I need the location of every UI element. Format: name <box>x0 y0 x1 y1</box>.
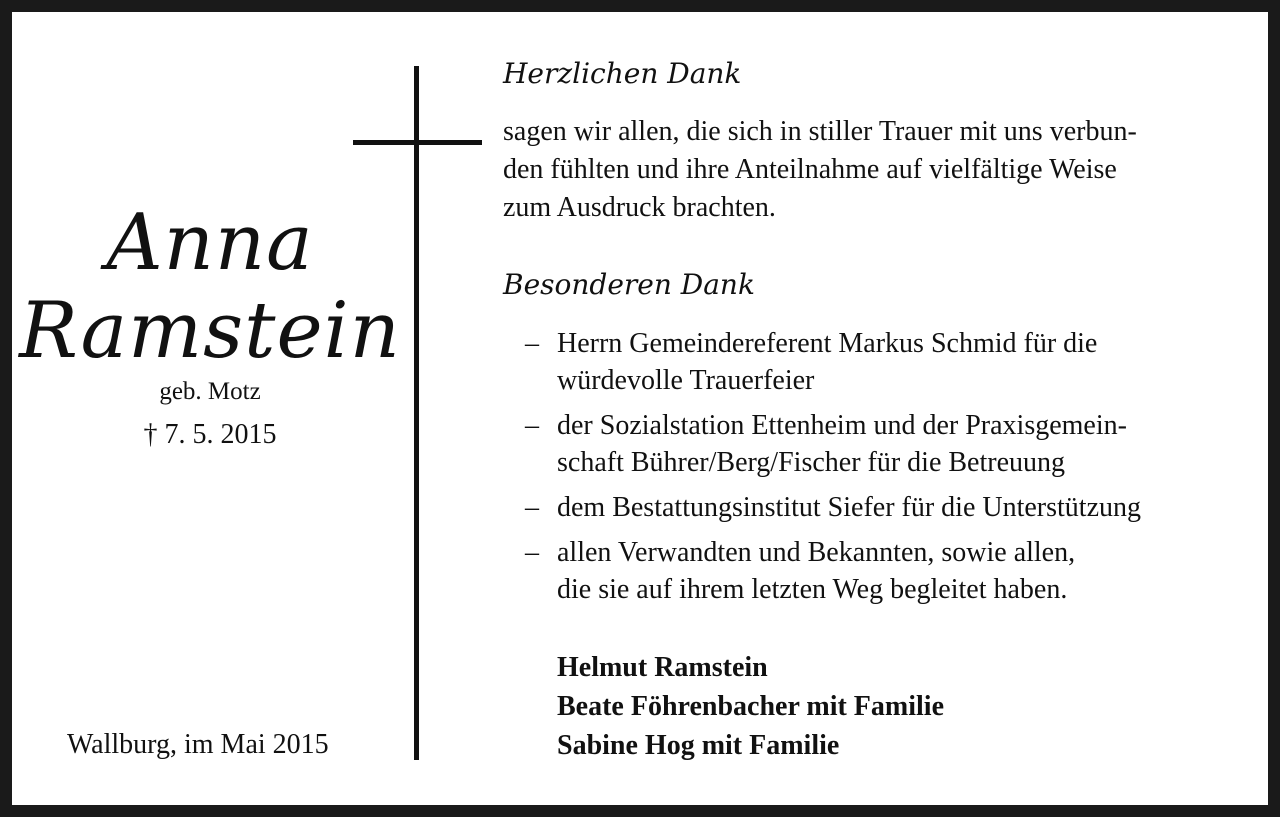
list-item-line: der Sozialstation Ettenheim und der Praxisgemein- <box>557 410 1127 441</box>
heading-thanks: Herzlichen Dank <box>503 57 742 90</box>
signatory: Beate Föhrenbacher mit Familie <box>557 691 944 722</box>
obituary-notice <box>12 12 1268 805</box>
birth-name: geb. Motz <box>159 378 261 405</box>
list-item-line: allen Verwandten und Bekannten, sowie allen, <box>557 537 1076 568</box>
place-and-date: Wallburg, im Mai 2015 <box>67 729 329 760</box>
list-item-line: die sie auf ihrem letzten Weg begleitet haben. <box>557 574 1068 605</box>
intro-paragraph <box>503 113 1243 227</box>
list-item <box>503 489 1253 526</box>
list-item <box>503 325 1253 399</box>
deceased-last-name: Ramstein <box>19 286 401 376</box>
list-item <box>503 407 1253 481</box>
intro-line: zum Ausdruck brachten. <box>503 192 776 223</box>
special-thanks-list <box>503 325 1253 616</box>
dash-bullet: – <box>525 492 539 523</box>
intro-line: sagen wir allen, die sich in stiller Trauer mit uns verbun- <box>503 116 1137 147</box>
dash-bullet: – <box>525 328 539 359</box>
cross-bar <box>353 140 482 145</box>
deceased-first-name: Anna <box>106 198 314 288</box>
cross-icon <box>414 66 419 760</box>
list-item-line: dem Bestattungsinstitut Siefer für die Unterstützung <box>557 492 1142 523</box>
list-item <box>503 534 1253 608</box>
list-item-line: Herrn Gemeindereferent Markus Schmid für die <box>557 328 1098 359</box>
intro-line: den fühlten und ihre Anteilnahme auf vielfältige Weise <box>503 154 1117 185</box>
signatories <box>557 648 944 765</box>
list-item-line: würdevolle Trauerfeier <box>557 365 815 396</box>
signatory: Helmut Ramstein <box>557 652 768 683</box>
list-item-line: schaft Bührer/Berg/Fischer für die Betreuung <box>557 447 1066 478</box>
death-date: † 7. 5. 2015 <box>143 419 277 450</box>
dash-bullet: – <box>525 537 539 568</box>
signatory: Sabine Hog mit Familie <box>557 730 840 761</box>
heading-special-thanks: Besonderen Dank <box>503 268 755 301</box>
dash-bullet: – <box>525 410 539 441</box>
